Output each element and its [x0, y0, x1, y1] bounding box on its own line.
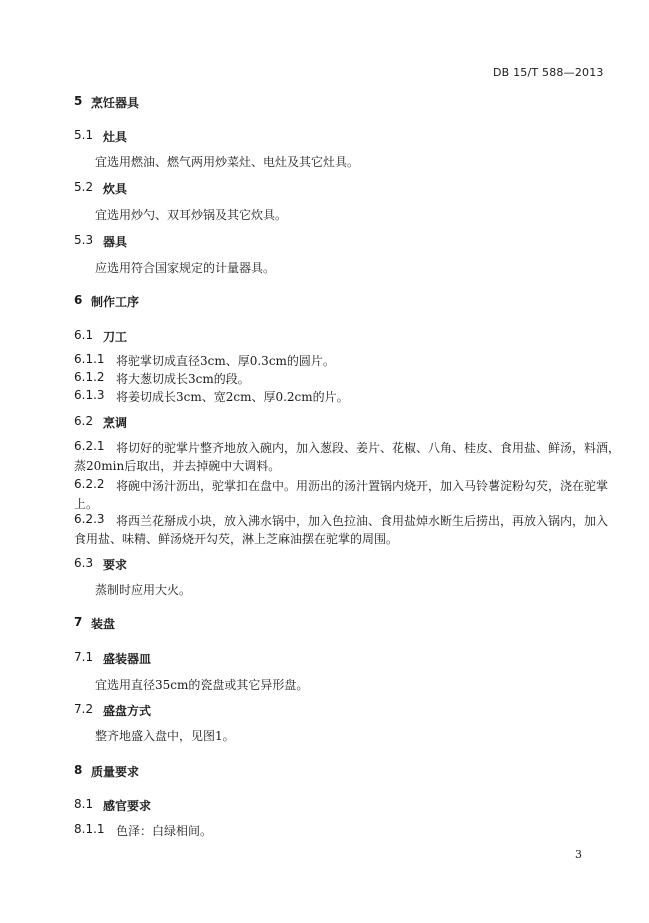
section-6-3-title: 要求: [103, 558, 128, 572]
section-5-2-title: 炊具: [103, 182, 128, 196]
section-5-2-number: 5.2: [74, 180, 94, 194]
section-5-3-title: 器具: [103, 235, 128, 249]
section-6-2-2-line1: 将碗中汤汁沥出，驼掌扣在盘中。用沥出的汤汁置锅内烧开，加入马铃薯淀粉勾芡，浇在驼掌: [116, 479, 609, 493]
section-8-1-number: 8.1: [74, 797, 94, 811]
section-6-2-1-line1: 将切好的驼掌片整齐地放入碗内，加入葱段、姜片、花椒、八角、桂皮、食用盐、鲜汤，料酒，: [116, 441, 621, 455]
section-8-1-1-body: 色泽：白绿相间。: [116, 824, 213, 838]
section-6-3-number: 6.3: [74, 556, 94, 570]
section-7-2-body: 整齐地盛入盘中，见图1。: [95, 729, 235, 743]
section-6-1-title: 刀工: [103, 330, 128, 344]
section-7-2-number: 7.2: [74, 702, 94, 716]
section-6-2-3-number: 6.2.3: [74, 512, 105, 526]
page-number: 3: [575, 848, 582, 861]
section-5-1-title: 灶具: [103, 130, 128, 144]
section-6-3-body: 蒸制时应用大火。: [95, 583, 192, 597]
section-7-number: 7: [74, 615, 83, 629]
section-6-2-number: 6.2: [74, 414, 94, 428]
section-8-title: 质量要求: [91, 765, 140, 779]
section-6-2-3-line2: 食用盐、味精、鲜汤烧开勾芡，淋上芝麻油摆在驼掌的周围。: [74, 532, 399, 546]
section-6-2-1-number: 6.2.1: [74, 439, 105, 453]
section-6-2-2-number: 6.2.2: [74, 477, 105, 491]
section-5-2-body: 宜选用炒勺、双耳炒锅及其它炊具。: [95, 208, 288, 222]
section-6-2-1-line2: 蒸20min后取出，并去掉碗中大调料。: [74, 459, 281, 473]
section-6-1-2-number: 6.1.2: [74, 370, 105, 384]
section-5-3-body: 应选用符合国家规定的计量器具。: [95, 261, 276, 275]
section-6-title: 制作工序: [91, 295, 140, 309]
section-6-1-3-number: 6.1.3: [74, 388, 105, 402]
section-6-1-1-body: 将驼掌切成直径3cm、厚0.3cm的圆片。: [116, 354, 335, 368]
section-7-1-title: 盛装器皿: [103, 652, 152, 666]
section-5-1-body: 宜选用燃油、燃气两用炒菜灶、电灶及其它灶具。: [95, 155, 360, 169]
section-6-1-1-number: 6.1.1: [74, 352, 105, 366]
section-8-1-1-number: 8.1.1: [74, 822, 105, 836]
section-8-1-title: 感官要求: [103, 799, 152, 813]
section-8-number: 8: [74, 763, 83, 777]
section-6-number: 6: [74, 293, 83, 307]
section-6-2-title: 烹调: [103, 416, 128, 430]
section-6-2-2-line2: 上。: [74, 497, 99, 511]
section-5-1-number: 5.1: [74, 128, 94, 142]
section-6-1-number: 6.1: [74, 328, 94, 342]
section-5-3-number: 5.3: [74, 233, 94, 247]
document-id-header: DB 15/T 588—2013: [493, 66, 604, 79]
section-6-2-3-line1: 将西兰花掰成小块，放入沸水锅中，加入色拉油、食用盐焯水断生后捞出，再放入锅内，加入: [116, 514, 609, 528]
section-6-1-3-body: 将姜切成长3cm、宽2cm、厚0.2cm的片。: [116, 390, 349, 404]
section-5-title: 烹饪器具: [91, 96, 140, 110]
section-5-number: 5: [74, 94, 83, 108]
section-7-2-title: 盛盘方式: [103, 704, 152, 718]
section-7-1-number: 7.1: [74, 650, 94, 664]
section-7-1-body: 宜选用直径35cm的瓷盘或其它异形盘。: [95, 678, 309, 692]
section-7-title: 装盘: [91, 617, 116, 631]
section-6-1-2-body: 将大葱切成长3cm的段。: [116, 372, 250, 386]
